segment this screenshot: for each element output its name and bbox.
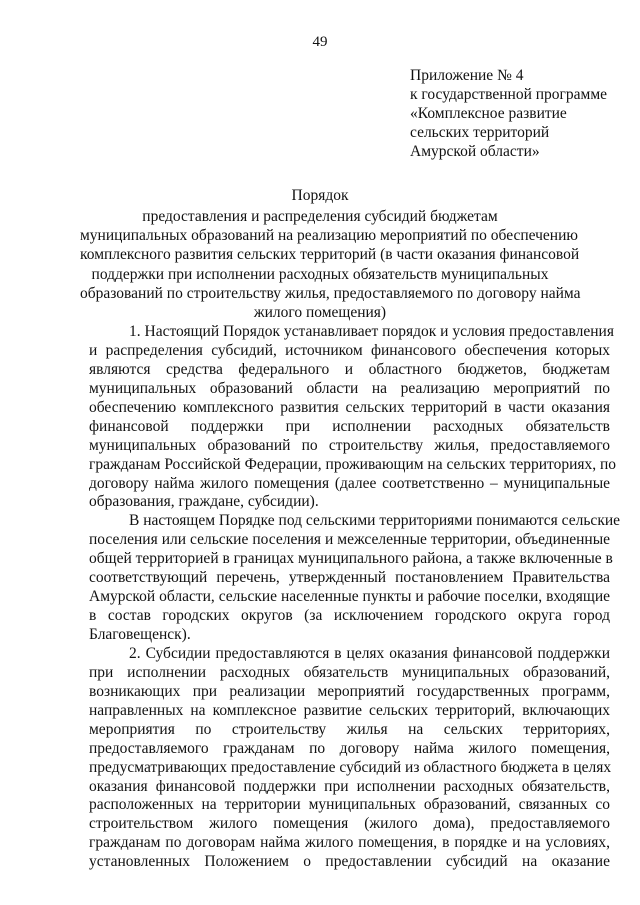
- body-line: муниципальных образований области на реализацию мероприятий по: [89, 379, 610, 397]
- body-line: предусматривающих предоставление субсидий из областного бюджета в целях: [89, 758, 612, 776]
- body-line: В настоящем Порядке под сельскими территориями понимаются сельские: [129, 512, 621, 530]
- appendix-header: [410, 66, 607, 161]
- title-subtitle: [80, 207, 581, 322]
- body-line: предоставляемого гражданам по договору найма жилого помещения,: [89, 739, 610, 757]
- subtitle-line: поддержки при исполнении расходных обязательств муниципальных: [91, 265, 549, 283]
- body-line: 1. Настоящий Порядок устанавливает порядок и условия предоставления: [129, 323, 614, 340]
- body-line: установленных Положением о предоставлении субсидий на оказание: [89, 853, 610, 871]
- body-line: соответствующий перечень, утвержденный постановлением Правительства: [89, 569, 610, 587]
- title-word: Порядок: [291, 187, 349, 204]
- body-line: поселения или сельские поселения и межселенные территории, объединенные: [89, 531, 610, 549]
- appendix-line: «Комплексное развитие: [410, 105, 567, 122]
- page-number: 49: [312, 34, 328, 50]
- body-line: обеспечению комплексного развития сельских территорий в части оказания: [89, 398, 610, 416]
- body-line: образования, граждане, субсидии).: [89, 493, 319, 511]
- appendix-line: Приложение № 4: [410, 67, 524, 84]
- body-line: оказания финансовой поддержки при исполнении расходных обязательств,: [89, 777, 610, 795]
- subtitle-line: предоставления и распределения субсидий бюджетам: [142, 208, 498, 225]
- body-line: Благовещенск).: [89, 626, 191, 643]
- subtitle-line: жилого помещения): [253, 304, 387, 322]
- document-title: [80, 186, 581, 322]
- body-line: являются средства федерального и областного бюджетов, бюджетам: [89, 360, 610, 378]
- body-line: финансовой поддержки при исполнении расходных обязательств: [89, 417, 610, 435]
- body-line: в состав городских округов (за исключением городского округа город: [89, 607, 610, 625]
- body-line: мероприятия по строительству жилья на сельских территориях,: [89, 720, 610, 738]
- body-line: общей территорией в границах муниципального района, а также включенные в: [89, 550, 613, 568]
- body-line: строительством жилого помещения (жилого дома), предоставляемого: [89, 815, 610, 833]
- body-line: при исполнении расходных обязательств муниципальных образований,: [89, 663, 610, 681]
- body-line: гражданам Российской Федерации, проживающим на сельских территориях, по: [89, 455, 617, 473]
- body-line: направленных на комплексное развитие сельских территорий, включающих: [89, 701, 610, 719]
- subtitle-line: муниципальных образований на реализацию мероприятий по обеспечению: [80, 227, 578, 245]
- body-line: расположенных на территории муниципальных образований, связанных со: [89, 796, 610, 814]
- subtitle-line: комплексного развития сельских территорий (в части оказания финансовой: [80, 246, 580, 264]
- appendix-line: к государственной программе: [410, 86, 608, 103]
- body-line: возникающих при реализации мероприятий государственных программ,: [89, 682, 610, 700]
- subtitle-line: образований по строительству жилья, предоставляемого по договору найма: [80, 284, 581, 302]
- appendix-line: сельских территорий: [410, 124, 550, 141]
- body-line: Амурской области, сельские населенные пункты и рабочие поселки, входящие: [89, 588, 610, 606]
- body-line: договору найма жилого помещения (далее соответственно – муниципальные: [89, 474, 610, 492]
- appendix-line: Амурской области»: [410, 143, 540, 160]
- body-line: муниципальных образований по строительству жилья, предоставляемого: [89, 436, 610, 454]
- body-line: и распределения субсидий, источником финансового обеспечения которых: [89, 341, 610, 359]
- body-line: гражданам по договорам найма жилого помещения, в порядке и на условиях,: [89, 834, 610, 852]
- body-line: 2. Субсидии предоставляются в целях оказания финансовой поддержки: [129, 644, 610, 662]
- body-text: [89, 323, 621, 872]
